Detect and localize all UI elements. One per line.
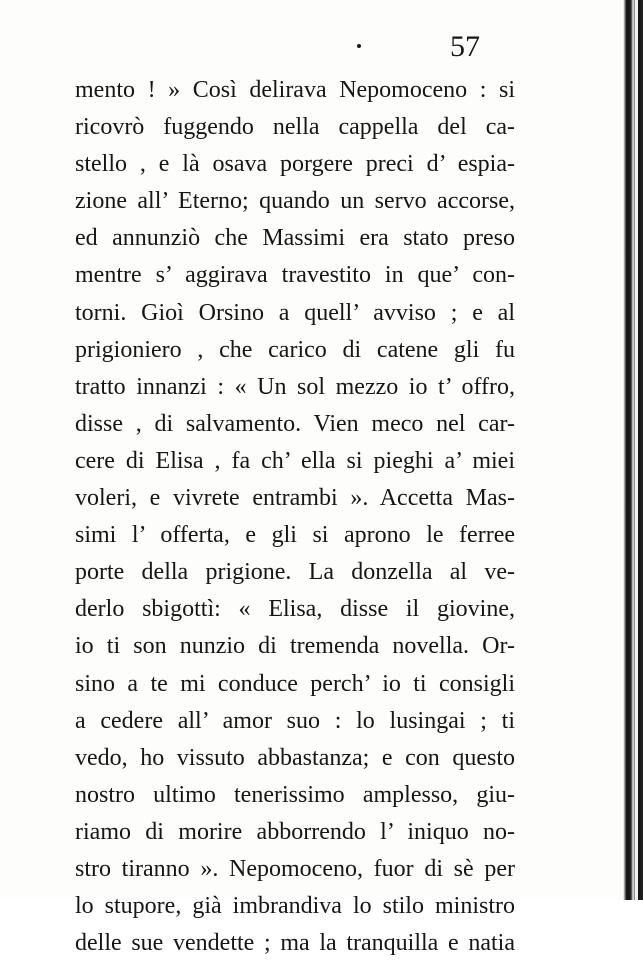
text-line: nostro ultimo tenerissimo amplesso, giu- bbox=[75, 781, 515, 808]
text-line: zione all’ Eterno; quando un servo accorse, bbox=[75, 188, 515, 215]
text-line: simi l’ offerta, e gli si aprono le ferree bbox=[75, 522, 515, 549]
text-line: derlo sbigottì: « Elisa, disse il giovine, bbox=[75, 596, 515, 623]
text-line: stro tiranno ». Nepomoceno, fuor di sè per bbox=[75, 855, 515, 882]
text-line: mentre s’ aggirava travestito in que’ con- bbox=[75, 262, 515, 289]
ink-dot bbox=[357, 44, 361, 48]
text-line: io ti son nunzio di tremenda novella. Or- bbox=[75, 633, 515, 660]
text-line: porte della prigione. La donzella al ve- bbox=[75, 559, 515, 586]
text-line: tratto innanzi : « Un sol mezzo io t’ offro, bbox=[75, 373, 515, 400]
text-line: ed annunziò che Massimi era stato preso bbox=[75, 225, 515, 252]
text-line: riamo di morire abborrendo l’ iniquo no- bbox=[75, 818, 515, 845]
text-line: sino a te mi conduce perch’ io ti consigli bbox=[75, 670, 515, 697]
body-text bbox=[75, 72, 515, 962]
text-line: delle sue vendette ; ma la tranquilla e natia bbox=[75, 930, 515, 957]
text-line: prigioniero , che carico di catene gli fu bbox=[75, 336, 515, 363]
text-line: stello , e là osava porgere preci d’ espia- bbox=[75, 151, 515, 178]
page-number: 57 bbox=[450, 30, 480, 63]
page-edge-highlight bbox=[635, 0, 638, 900]
text-line: voleri, e vivrete entrambi ». Accetta Mas- bbox=[75, 485, 515, 512]
text-line: disse , di salvamento. Vien meco nel car- bbox=[75, 410, 515, 437]
text-line: a cedere all’ amor suo : lo lusingai ; ti bbox=[75, 707, 515, 734]
text-line: lo stupore, già imbrandiva lo stilo ministro bbox=[75, 893, 515, 920]
text-line: torni. Gioì Orsino a quell’ avviso ; e al bbox=[75, 299, 515, 326]
text-line: ricovrò fuggendo nella cappella del ca- bbox=[75, 114, 515, 141]
text-line: cere di Elisa , fa ch’ ella si pieghi a’ miei bbox=[75, 447, 515, 474]
text-line: vedo, ho vissuto abbastanza; e con questo bbox=[75, 744, 515, 771]
book-spine-edge bbox=[621, 0, 643, 900]
text-line: mento ! » Così delirava Nepomoceno : si bbox=[75, 77, 515, 103]
